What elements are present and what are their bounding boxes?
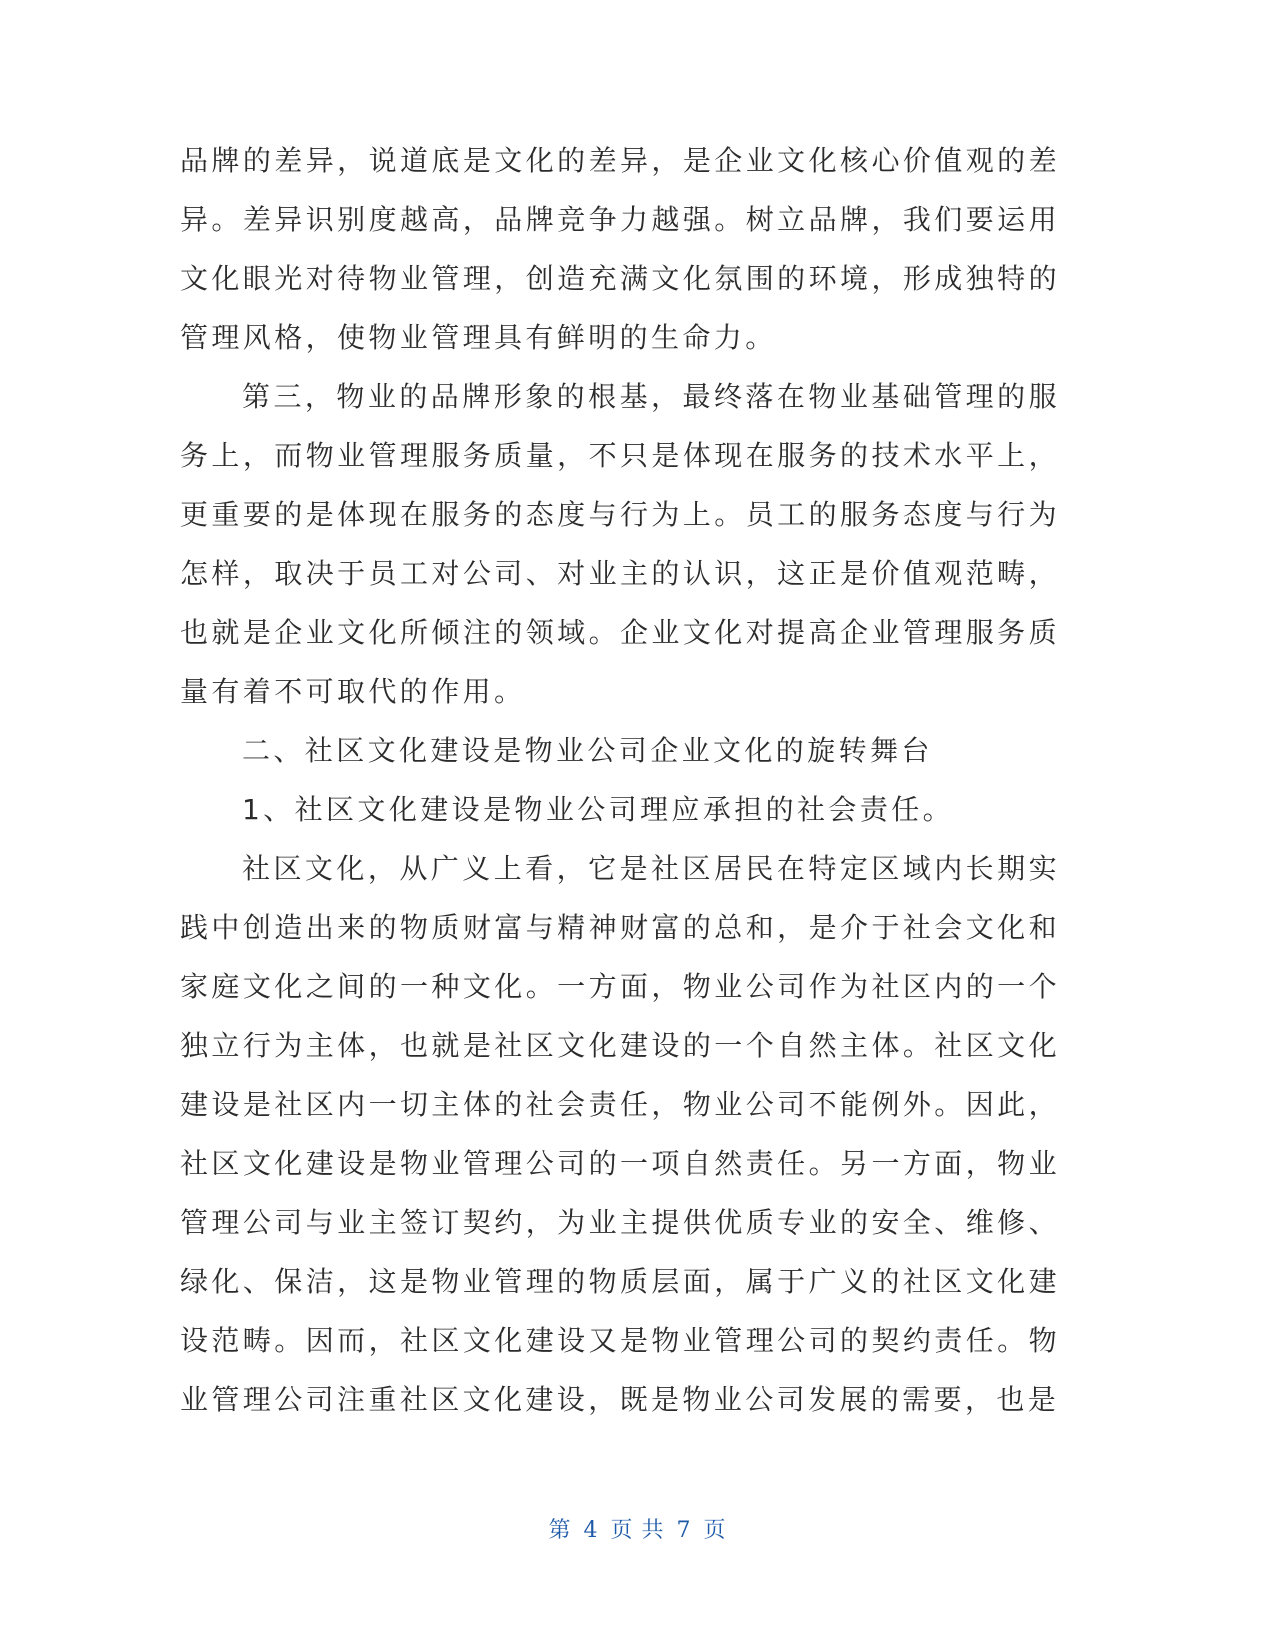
footer-total-pages: 7 — [676, 1518, 692, 1543]
page-body — [180, 131, 1060, 1429]
footer-page-number: 4 — [583, 1518, 599, 1543]
footer-middle: 页 共 — [610, 1518, 665, 1543]
section-heading: 二、社区文化建设是物业公司企业文化的旋转舞台 — [242, 734, 933, 767]
page-footer — [0, 1513, 1275, 1544]
paragraph-1: 品牌的差异，说道底是文化的差异，是企业文化核心价值观的差异。差异识别度越高，品牌竞争力越强。树立品牌，我们要运用文化眼光对待物业管理，创造充满文化氛围的环境，形成独特的管理风格，使物业管理具有鲜明的生命力。 — [180, 144, 1060, 354]
footer-prefix: 第 — [548, 1518, 572, 1543]
paragraph-3: 社区文化，从广义上看，它是社区居民在特定区域内长期实践中创造出来的物质财富与精神财富的总和，是介于社会文化和家庭文化之间的一种文化。一方面，物业公司作为社区内的一个独立行为主体，也就是社区文化建设的一个自然主体。社区文化建设是社区内一切主体的社会责任，物业公司不能例外。因此，社区文化建设是物业管理公司的一项自然责任。另一方面，物业管理公司与业主签订契约，为业主提供优质专业的安全、维修、绿化、保洁，这是物业管理的物质层面，属于广义的社区文化建设范畴。因而，社区文化建设又是物业管理公司的契约责任。物业管理公司注重社区文化建设，既是物业公司发展的需要，也是 — [180, 852, 1060, 1416]
paragraph-2: 第三，物业的品牌形象的根基，最终落在物业基础管理的服务上，而物业管理服务质量，不只是体现在服务的技术水平上，更重要的是体现在服务的态度与行为上。员工的服务态度与行为怎样，取决于员工对公司、对业主的认识，这正是价值观范畴，也就是企业文化所倾注的领域。企业文化对提高企业管理服务质量有着不可取代的作用。 — [180, 380, 1060, 708]
subsection-heading: 1、社区文化建设是物业公司理应承担的社会责任。 — [242, 793, 955, 826]
footer-suffix: 页 — [703, 1518, 727, 1543]
